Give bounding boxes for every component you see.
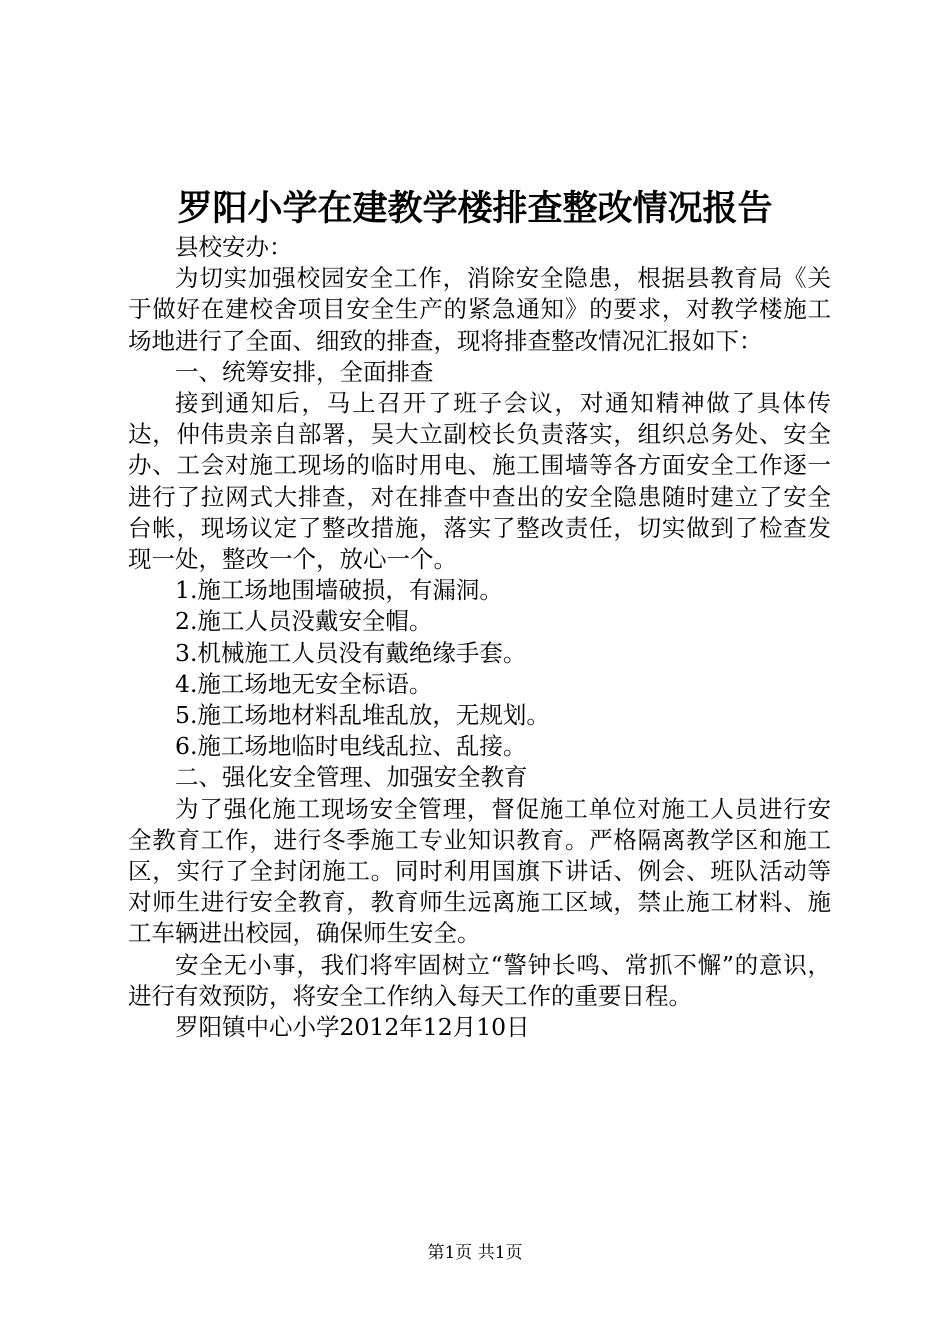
document-body	[128, 232, 831, 1043]
signature-line: 罗阳镇中心小学2012年12月10日	[175, 1013, 530, 1042]
issue-item-6: 6.施工场地临时电线乱拉、乱接。	[175, 732, 527, 761]
intro-paragraph: 为切实加强校园安全工作，消除安全隐患，根据县教育局《关于做好在建校舍项目安全生产的紧急通知》的要求，对教学楼施工场地进行了全面、细致的排查，现将排查整改情况汇报如下：	[128, 264, 831, 355]
issue-item-2: 2.施工人员没戴安全帽。	[175, 607, 433, 636]
closing-paragraph: 安全无小事，我们将牢固树立“警钟长鸣、常抓不懈”的意识，进行有效预防，将安全工作纳入每天工作的重要日程。	[128, 950, 831, 1010]
section-heading-2: 二、强化安全管理、加强安全教育	[175, 763, 528, 792]
page-footer: 第1页 共1页	[427, 1243, 523, 1263]
issue-item-5: 5.施工场地材料乱堆乱放，无规划。	[175, 701, 550, 730]
section-2-paragraph: 为了强化施工现场安全管理，督促施工单位对施工人员进行安全教育工作，进行冬季施工专业知识教育。严格隔离教学区和施工区，实行了全封闭施工。同时利用国旗下讲话、例会、班队活动等对师生进行安全教育，教育师生远离施工区域，禁止施工材料、施工车辆进出校园，确保师生安全。	[128, 794, 831, 948]
document-title: 罗阳小学在建教学楼排查整改情况报告	[177, 188, 773, 229]
section-1-paragraph: 接到通知后，马上召开了班子会议，对通知精神做了具体传达，仲伟贵亲自部署，吴大立副校长负责落实，组织总务处、安全办、工会对施工现场的临时用电、施工围墙等各方面安全工作逐一进行了拉网式大排查，对在排查中查出的安全隐患随时建立了安全台帐，现场议定了整改措施，落实了整改责任，切实做到了检查发现一处，整改一个，放心一个。	[128, 389, 831, 574]
issue-item-4: 4.施工场地无安全标语。	[175, 669, 433, 698]
issue-item-1: 1.施工场地围墙破损，有漏洞。	[175, 576, 503, 605]
salutation: 县校安办：	[175, 233, 293, 261]
issue-item-3: 3.机械施工人员没有戴绝缘手套。	[175, 638, 527, 667]
section-heading-1: 一、统筹安排，全面排查	[175, 357, 434, 386]
